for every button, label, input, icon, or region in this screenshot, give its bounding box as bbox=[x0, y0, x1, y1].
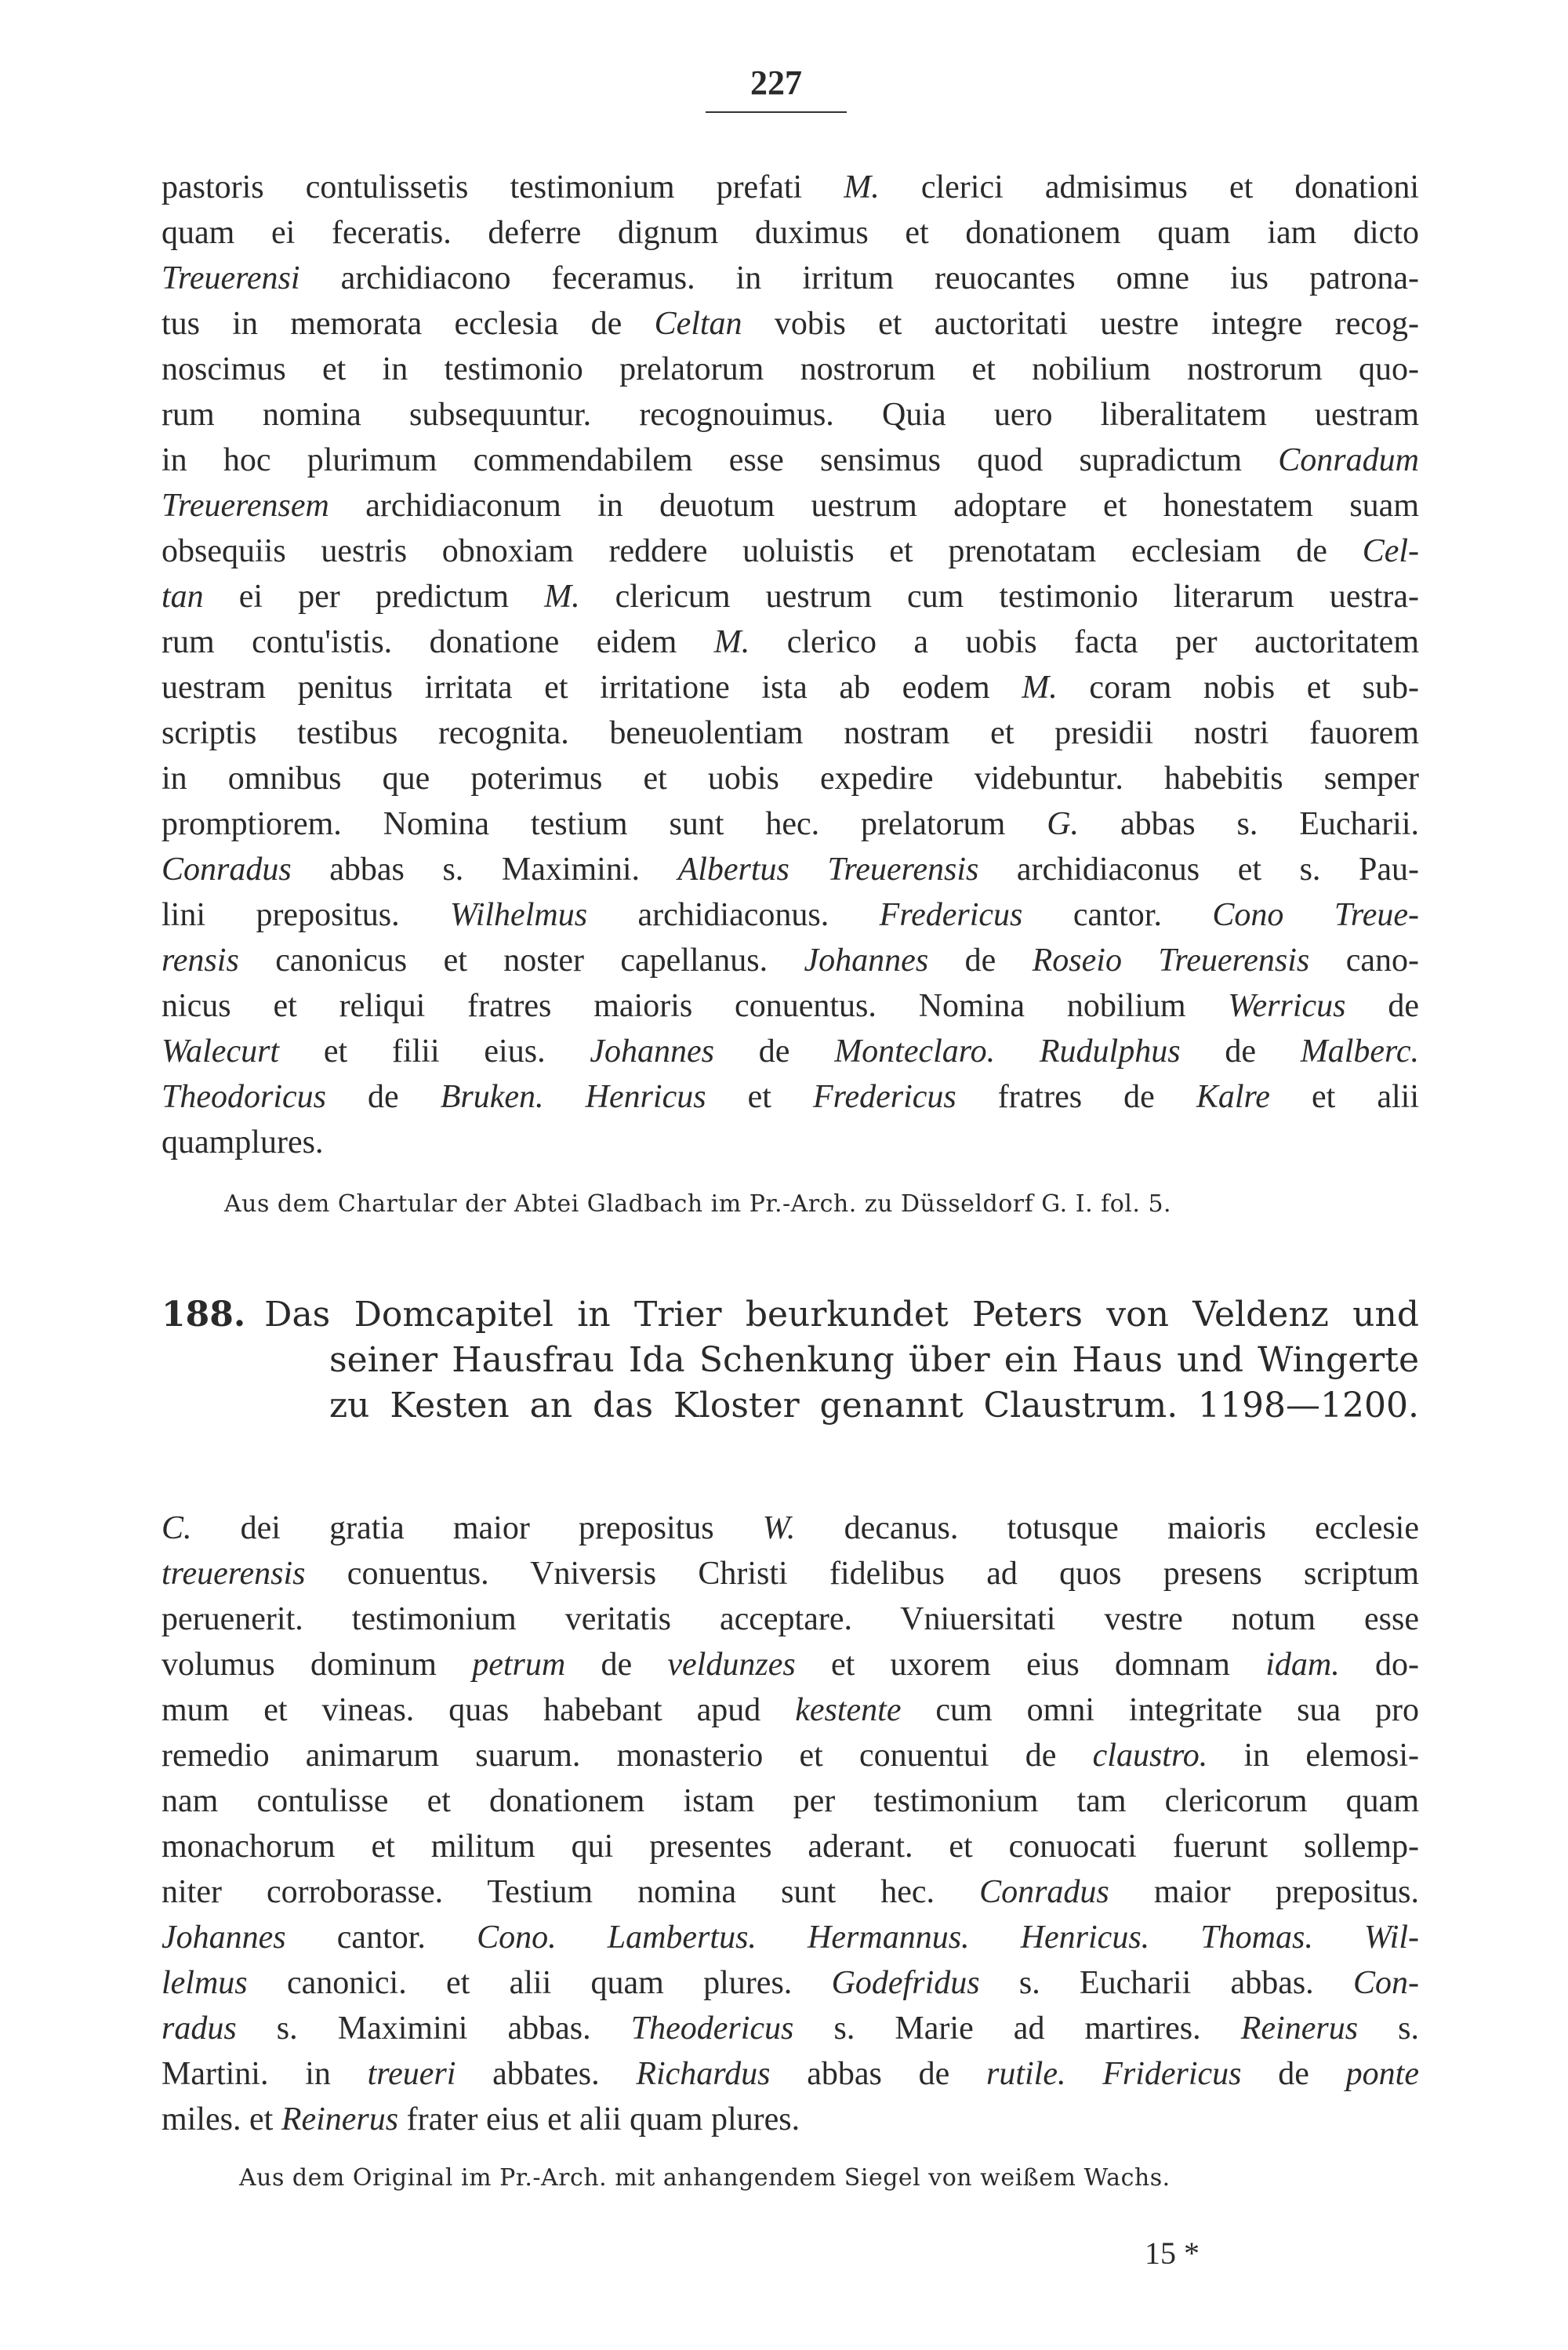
text-span: abbas s. Maximini. bbox=[291, 852, 678, 888]
text-span: noscimus et in testimonio prelatorum nostrorum et nobilium nostrorum quo- bbox=[162, 351, 1419, 387]
italic-name: Bruken. bbox=[440, 1079, 544, 1115]
text-line bbox=[162, 756, 1419, 801]
text-span: de bbox=[1345, 988, 1419, 1024]
text-span: et bbox=[706, 1079, 814, 1115]
document-paragraph-2 bbox=[162, 1506, 1419, 2142]
italic-name: Theodoricus bbox=[162, 1079, 326, 1115]
text-line bbox=[162, 619, 1419, 665]
text-span: conuentus. Vniversis Christi fidelibus ad quos presens scriptum bbox=[305, 1556, 1419, 1592]
text-span: fratres de bbox=[956, 1079, 1196, 1115]
text-line bbox=[162, 2051, 1419, 2097]
text-line bbox=[162, 1596, 1419, 1642]
text-line bbox=[162, 1029, 1419, 1074]
text-span: decanus. totusque maioris ecclesie bbox=[795, 1510, 1419, 1546]
text-line bbox=[162, 1915, 1419, 1960]
text-span: cantor. bbox=[1022, 897, 1213, 933]
heading-line: seiner Hausfrau Ida Schenkung über ein Haus und Wingerte bbox=[329, 1340, 1419, 1380]
text-span: in hoc plurimum commendabilem esse sensimus quod supradictum bbox=[162, 442, 1279, 478]
text-line bbox=[162, 574, 1419, 619]
text-span: scriptis testibus recognita. beneuolentiam nostram et presidii nostri fauorem bbox=[162, 715, 1419, 751]
text-line bbox=[162, 210, 1419, 256]
source-note-2: Aus dem Original im Pr.-Arch. mit anhangendem Siegel von weißem Wachs. bbox=[239, 2164, 1171, 2192]
text-span: ei per predictum bbox=[203, 579, 545, 615]
italic-name: tan bbox=[162, 579, 204, 615]
text-span: quamplures. bbox=[162, 1124, 324, 1160]
text-span: promptiorem. Nomina testium sunt hec. prelatorum bbox=[162, 806, 1047, 842]
document-number: 188. bbox=[162, 1295, 246, 1335]
text-line bbox=[162, 2006, 1419, 2051]
italic-name: M. bbox=[713, 624, 750, 660]
text-line bbox=[162, 847, 1419, 892]
signature-mark: 15 * bbox=[1145, 2236, 1200, 2271]
italic-name: Celtan bbox=[654, 306, 742, 342]
italic-name: Treuerensi bbox=[162, 260, 300, 296]
text-line bbox=[162, 801, 1419, 847]
text-span: archidiaconus. bbox=[587, 897, 880, 933]
text-span: abbas de bbox=[770, 2056, 986, 2092]
text-span: dei gratia maior prepositus bbox=[191, 1510, 763, 1546]
text-line bbox=[162, 256, 1419, 301]
italic-name: kestente bbox=[795, 1692, 902, 1728]
italic-name: M. bbox=[1022, 670, 1058, 706]
italic-name: Roseio Treuerensis bbox=[1032, 943, 1310, 979]
text-span: volumus dominum bbox=[162, 1647, 473, 1683]
text-line bbox=[162, 1506, 1419, 1551]
italic-name: Cel- bbox=[1362, 533, 1419, 569]
text-line bbox=[162, 392, 1419, 438]
text-span: rum nomina subsequuntur. recognouimus. Quia uero liberalitatem uestram bbox=[162, 397, 1419, 433]
text-span: peruenerit. testimonium veritatis acceptare. Vniuersitati vestre notum esse bbox=[162, 1601, 1419, 1637]
italic-name: lelmus bbox=[162, 1965, 248, 2001]
text-line bbox=[162, 528, 1419, 574]
italic-name: radus bbox=[162, 2010, 237, 2047]
text-span: lini prepositus. bbox=[162, 897, 451, 933]
text-line bbox=[162, 892, 1419, 938]
italic-name: W. bbox=[762, 1510, 796, 1546]
text-span: de bbox=[565, 1647, 668, 1683]
italic-name: claustro. bbox=[1092, 1738, 1208, 1774]
italic-name: Reinerus bbox=[281, 2101, 399, 2138]
text-span: clerici admisimus et donationi bbox=[879, 169, 1419, 205]
italic-name: Rudulphus bbox=[1039, 1033, 1181, 1070]
text-line bbox=[162, 665, 1419, 710]
heading-line bbox=[162, 1292, 1419, 1338]
source-note-1: Aus dem Chartular der Abtei Gladbach im Pr.-Arch. zu Düsseldorf G. I. fol. 5. bbox=[224, 1190, 1172, 1218]
text-span: de bbox=[1241, 2056, 1346, 2092]
italic-name: Fredericus bbox=[879, 897, 1023, 933]
text-line bbox=[162, 938, 1419, 983]
text-line bbox=[162, 1824, 1419, 1869]
italic-name: Johannes bbox=[590, 1033, 714, 1070]
text-span: cum omni integritate sua pro bbox=[901, 1692, 1419, 1728]
text-span: obsequiis uestris obnoxiam reddere uoluistis et prenotatam ecclesiam de bbox=[162, 533, 1363, 569]
text-line bbox=[162, 301, 1419, 347]
document-paragraph-1 bbox=[162, 165, 1419, 1165]
text-span: abbates. bbox=[456, 2056, 637, 2092]
italic-name: Richardus bbox=[636, 2056, 771, 2092]
italic-name: ponte bbox=[1345, 2056, 1419, 2092]
italic-name: M. bbox=[844, 169, 880, 205]
text-span: in omnibus que poterimus et uobis expedire videbuntur. habebitis semper bbox=[162, 761, 1419, 797]
text-span: clericum uestrum cum testimonio literarum uestra- bbox=[579, 579, 1419, 615]
italic-name: Fridericus bbox=[1102, 2056, 1242, 2092]
text-line bbox=[162, 165, 1419, 210]
text-line bbox=[162, 1551, 1419, 1596]
text-span: archidiaconum in deuotum uestrum adoptare et honestatem suam bbox=[328, 488, 1419, 524]
text-span: cano- bbox=[1309, 943, 1419, 979]
document-heading bbox=[162, 1292, 1419, 1429]
text-line bbox=[162, 1869, 1419, 1915]
text-span: mum et vineas. quas habebant apud bbox=[162, 1692, 796, 1728]
italic-name: M. bbox=[544, 579, 580, 615]
italic-name: Fredericus bbox=[813, 1079, 956, 1115]
heading-text: Das Domcapitel in Trier beurkundet Peters von Veldenz und bbox=[264, 1295, 1419, 1335]
text-span: s. Marie ad martires. bbox=[793, 2010, 1241, 2047]
text-span: remedio animarum suarum. monasterio et conuentui de bbox=[162, 1738, 1093, 1774]
text-span: s. Maximini abbas. bbox=[236, 2010, 631, 2047]
page-number: 227 bbox=[750, 64, 802, 102]
italic-name: treueri bbox=[367, 2056, 456, 2092]
text-line bbox=[162, 1960, 1419, 2006]
text-line bbox=[162, 1687, 1419, 1733]
text-span: et alii bbox=[1269, 1079, 1419, 1115]
italic-name: idam. bbox=[1265, 1647, 1340, 1683]
text-span: clerico a uobis facta per auctoritatem bbox=[750, 624, 1419, 660]
text-span: nam contulisse et donationem istam per testimonium tam clericorum quam bbox=[162, 1783, 1419, 1819]
italic-name: Cono. Lambertus. Hermannus. Henricus. Thomas. Wil- bbox=[477, 1920, 1419, 1956]
text-span: frater eius et alii quam plures. bbox=[398, 2101, 800, 2138]
text-line bbox=[162, 983, 1419, 1029]
text-span: coram nobis et sub- bbox=[1057, 670, 1419, 706]
italic-name: Theodericus bbox=[630, 2010, 794, 2047]
italic-name: treuerensis bbox=[162, 1556, 306, 1592]
text-span: canonicus et noster capellanus. bbox=[238, 943, 804, 979]
text-span: pastoris contulissetis testimonium prefati bbox=[162, 169, 844, 205]
text-line bbox=[162, 438, 1419, 483]
text-span: vobis et auctoritati uestre integre recog- bbox=[742, 306, 1419, 342]
italic-name: G. bbox=[1047, 806, 1080, 842]
italic-name: Henricus bbox=[585, 1079, 706, 1115]
text-span: de bbox=[928, 943, 1033, 979]
text-line bbox=[162, 1778, 1419, 1824]
italic-name: Johannes bbox=[162, 1920, 286, 1956]
text-span: s. Eucharii abbas. bbox=[979, 1965, 1353, 2001]
text-line bbox=[162, 1642, 1419, 1687]
italic-name: petrum bbox=[472, 1647, 566, 1683]
italic-name: Conradus bbox=[162, 852, 292, 888]
italic-name: Godefridus bbox=[831, 1965, 980, 2001]
italic-name: Malberc. bbox=[1300, 1033, 1419, 1070]
text-span: do- bbox=[1339, 1647, 1419, 1683]
text-span: abbas s. Eucharii. bbox=[1079, 806, 1419, 842]
text-span: uestram penitus irritata et irritatione ista ab eodem bbox=[162, 670, 1022, 706]
italic-name: Kalre bbox=[1196, 1079, 1270, 1115]
text-span: quam ei feceratis. deferre dignum duximus et donationem quam iam dicto bbox=[162, 215, 1419, 251]
text-span: monachorum et militum qui presentes aderant. et conuocati fuerunt sollemp- bbox=[162, 1829, 1419, 1865]
text-line bbox=[162, 710, 1419, 756]
italic-name: Monteclaro. bbox=[834, 1033, 996, 1070]
italic-name: Albertus Treuerensis bbox=[677, 852, 979, 888]
italic-name: Cono Treue- bbox=[1212, 897, 1419, 933]
italic-name: C. bbox=[162, 1510, 192, 1546]
header-rule bbox=[706, 111, 847, 113]
text-span: s. bbox=[1358, 2010, 1419, 2047]
text-line bbox=[162, 1074, 1419, 1120]
text-span: canonici. et alii quam plures. bbox=[247, 1965, 832, 2001]
text-span bbox=[1065, 2056, 1102, 2092]
text-span: Martini. in bbox=[162, 2056, 368, 2092]
text-span: nicus et reliqui fratres maioris conuentus. Nomina nobilium bbox=[162, 988, 1229, 1024]
text-line bbox=[162, 347, 1419, 392]
italic-name: Johannes bbox=[804, 943, 929, 979]
text-span: archidiaconus et s. Pau- bbox=[978, 852, 1419, 888]
italic-name: Con- bbox=[1352, 1965, 1419, 2001]
text-span: de bbox=[1180, 1033, 1301, 1070]
text-span bbox=[544, 1079, 586, 1115]
italic-name: Conradus bbox=[979, 1874, 1109, 1910]
text-line bbox=[162, 2097, 1419, 2142]
text-span: de bbox=[326, 1079, 441, 1115]
italic-name: rensis bbox=[162, 943, 239, 979]
italic-name: Reinerus bbox=[1240, 2010, 1359, 2047]
text-span: miles. et bbox=[162, 2101, 281, 2138]
italic-name: Wilhelmus bbox=[450, 897, 588, 933]
italic-name: veldunzes bbox=[667, 1647, 796, 1683]
text-span: maior prepositus. bbox=[1109, 1874, 1419, 1910]
text-span: in elemosi- bbox=[1207, 1738, 1419, 1774]
text-line bbox=[162, 1733, 1419, 1778]
text-span: de bbox=[713, 1033, 835, 1070]
text-span: et filii eius. bbox=[279, 1033, 590, 1070]
italic-name: Conradum bbox=[1278, 442, 1419, 478]
italic-name: rutile. bbox=[985, 2056, 1066, 2092]
text-line bbox=[162, 1120, 1419, 1165]
text-span: cantor. bbox=[285, 1920, 477, 1956]
italic-name: Werricus bbox=[1228, 988, 1346, 1024]
text-line bbox=[162, 483, 1419, 528]
heading-line: zu Kesten an das Kloster genannt Claustrum. 1198—1200. bbox=[329, 1386, 1419, 1426]
text-span bbox=[995, 1033, 1040, 1070]
text-span: archidiacono feceramus. in irritum reuocantes omne ius patrona- bbox=[299, 260, 1419, 296]
text-span: tus in memorata ecclesia de bbox=[162, 306, 655, 342]
text-span: rum contu'istis. donatione eidem bbox=[162, 624, 714, 660]
text-span: et uxorem eius domnam bbox=[795, 1647, 1266, 1683]
italic-name: Treuerensem bbox=[162, 488, 329, 524]
italic-name: Walecurt bbox=[162, 1033, 280, 1070]
text-span: niter corroborasse. Testium nomina sunt hec. bbox=[162, 1874, 980, 1910]
